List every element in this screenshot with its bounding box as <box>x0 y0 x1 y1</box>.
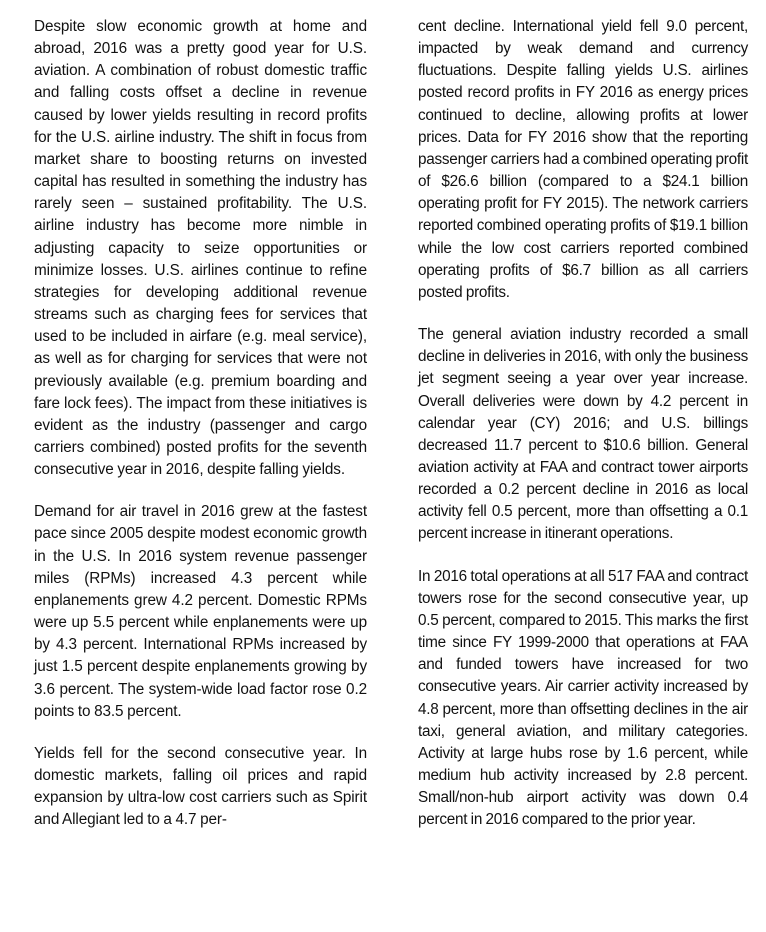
paragraph-air-travel-demand: Demand for air travel in 2016 grew at the fastest pace since 2005 despite modest economic growth in the U.S. In 2016 system revenue passenger miles (RPMs) increased 4.3 percent while enplanements grew 4.2 percent. Domestic RPMs were up 5.5 percent while enplanements were up by 4.3 percent. International RPMs increased by just 1.5 percent despite enplanements growing by 3.6 percent. The system-wide load factor rose 0.2 points to 83.5 percent. <box>34 503 367 720</box>
paragraph-tower-operations: In 2016 total operations at all 517 FAA and contract towers rose for the second consecutive year, up 0.5 percent, compared to 2015. This marks the first time since FY 1999-2000 that operations at FAA and funded towers have increased for two consecutive years. Air carrier activity increased by 4.8 percent, more than offsetting declines in the air taxi, general aviation, and military categories. Activity at large hubs rose by 1.6 percent, while medium hub activity increased by 2.8 percent. Small/non-hub airport activity was down 0.4 percent in 2016 compared to the prior year. <box>418 567 748 829</box>
paragraph-aviation-overview: Despite slow economic growth at home and abroad, 2016 was a pretty good year for U.S. aviation. A combination of robust domestic traffic and falling costs offset a decline in revenue caused by lower yields resulting in record profits for the U.S. airline industry. The shift in focus from market share to boosting returns on invested capital has resulted in something the industry has rarely seen – sustained profitability. The U.S. airline industry has become more nimble in adjusting capacity to seize opportunities or minimize losses. U.S. airlines continue to refine strategies for developing additional revenue streams such as charging fees for services that used to be included in airfare (e.g. meal service), as well as for charging for services that were not previously available (e.g. premium boarding and fare lock fees). The impact from these initiatives is evident as the industry (passenger and cargo carriers combined) posted profits for the seventh consecutive year in 2016, despite falling yields. <box>34 18 367 479</box>
paragraph-general-aviation: The general aviation industry recorded a small decline in deliveries in 2016, with only the business jet segment seeing a year over year increase. Overall deliveries were down by 4.2 percent in calendar year (CY) 2016; and U.S. billings decreased 11.7 percent to $10.6 billion. General aviation activity at FAA and contract tower airports recorded a 0.2 percent decline in 2016 as local activity fell 0.5 percent, more than offsetting a 0.1 percent increase in itinerant operations. <box>418 326 748 543</box>
right-column <box>418 16 748 851</box>
paragraph-yields-continued: cent decline. International yield fell 9.0 percent, impacted by weak demand and currency fluctuations. Despite falling yields U.S. airlines posted record profits in FY 2016 as energy prices continued to decline, allowing profits at lower prices. Data for FY 2016 show that the reporting passenger carriers had a combined operating profit of $26.6 billion (compared to a $24.1 billion operating profit for FY 2015). The network carriers reported combined operating profits of $19.1 billion while the low cost carriers reported combined operating profits of $6.7 billion as all carriers posted profits. <box>418 18 748 301</box>
paragraph-yields: Yields fell for the second consecutive year. In domestic markets, falling oil prices and rapid expansion by ultra-low cost carriers such as Spirit and Allegiant led to a 4.7 per- <box>34 744 367 829</box>
left-column <box>34 16 367 851</box>
